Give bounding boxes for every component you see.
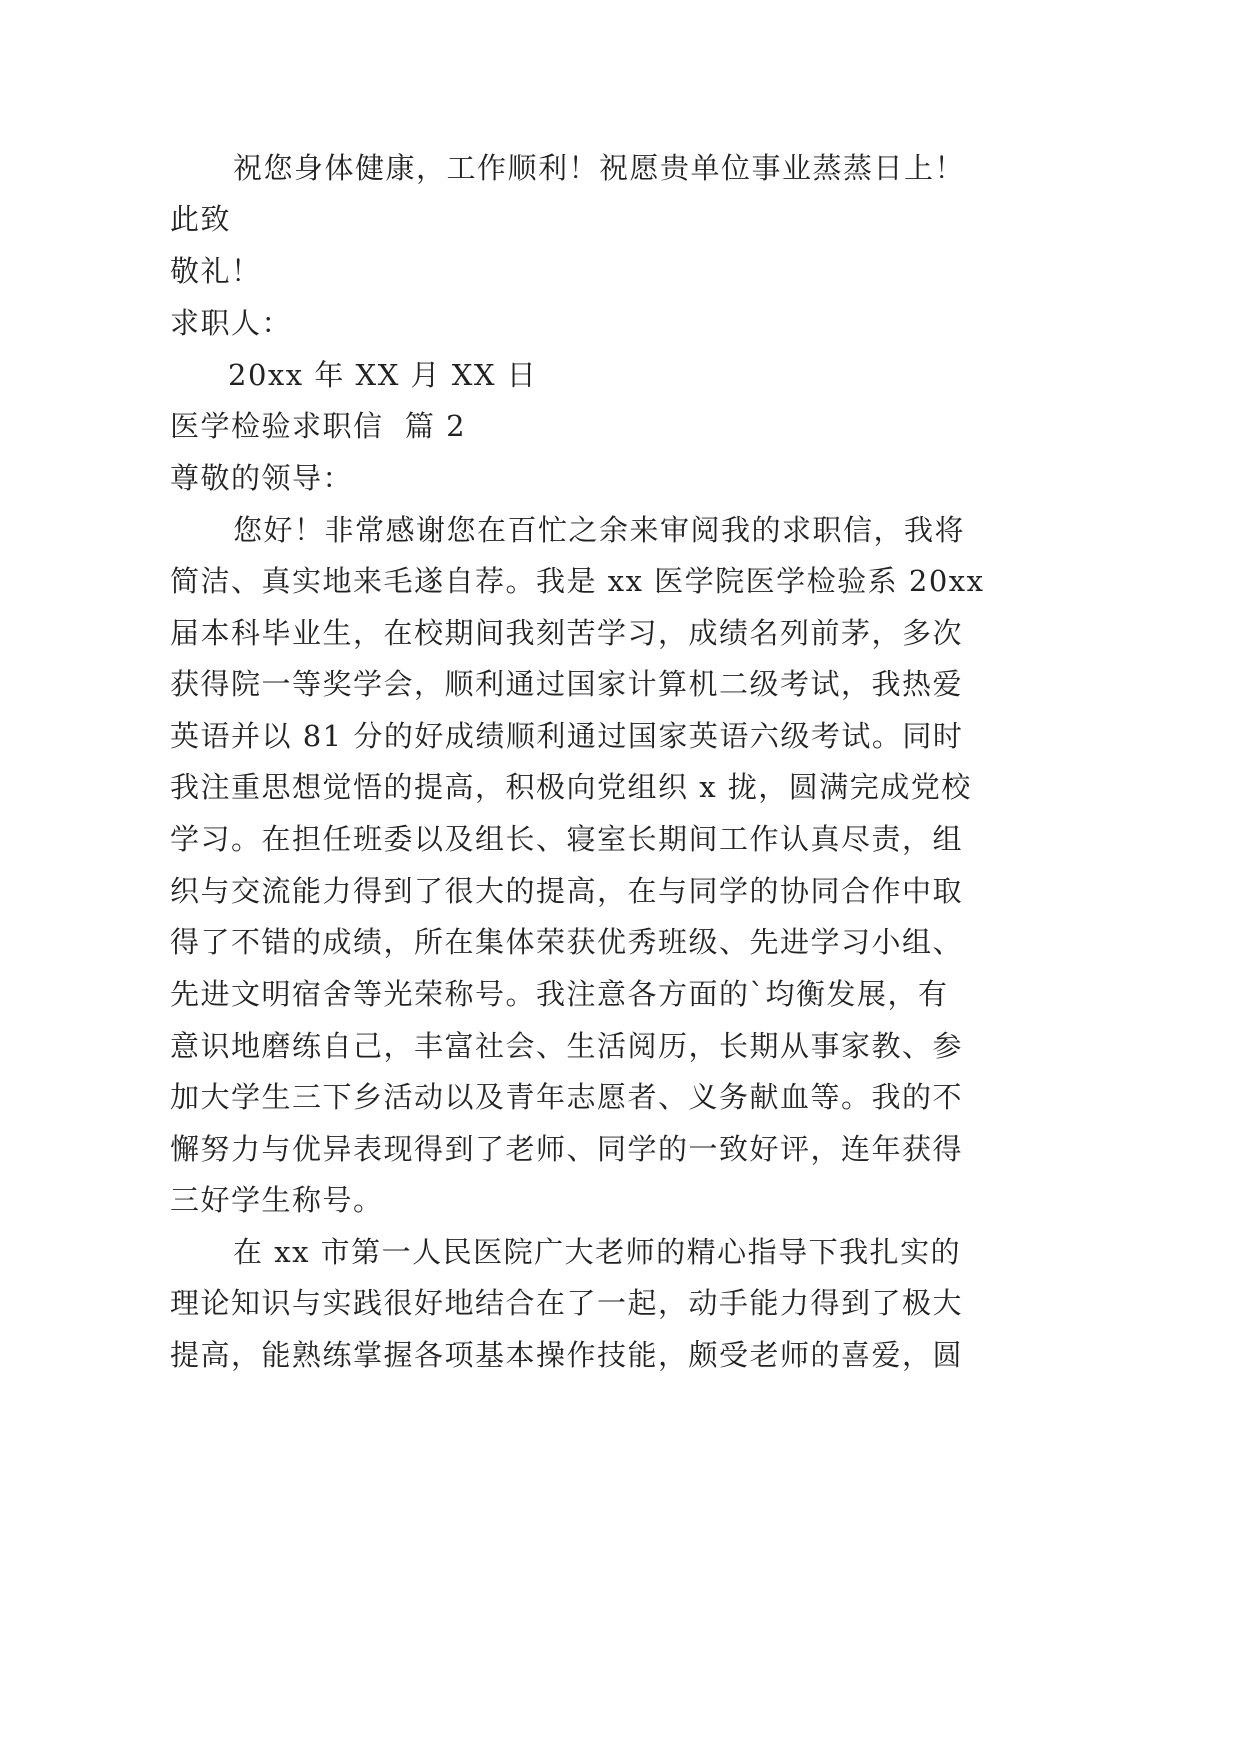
closing-regards-line-1: 此致 [170,202,232,236]
paragraph-1-line: 学习。在担任班委以及组长、寝室长期间工作认真尽责，组 [170,822,964,856]
paragraph-1-line: 届本科毕业生，在校期间我刻苦学习，成绩名列前茅，多次 [170,616,964,650]
paragraph-1-line: 意识地磨练自己，丰富社会、生活阅历，长期从事家教、参 [170,1029,964,1063]
paragraph-1-line: 懈努力与优异表现得到了老师、同学的一致好评，连年获得 [170,1132,964,1166]
paragraph-1-line: 英语并以 81 分的好成绩顺利通过国家英语六级考试。同时 [170,719,964,753]
letter-date: 20xx 年 XX 月 XX 日 [228,358,538,392]
paragraph-2-line: 理论知识与实践很好地结合在了一起，动手能力得到了极大 [170,1286,964,1320]
salutation: 尊敬的领导： [170,461,354,495]
paragraph-2-line: 在 xx 市第一人民医院广大老师的精心指导下我扎实的 [233,1235,962,1269]
paragraph-1-line: 三好学生称号。 [170,1183,384,1217]
paragraph-1-line: 先进文明宿舍等光荣称号。我注意各方面的`均衡发展，有 [170,977,949,1011]
paragraph-1-line: 您好！非常感谢您在百忙之余来审阅我的求职信，我将 [233,513,966,547]
section-title: 医学检验求职信 篇 2 [170,409,467,443]
paragraph-1-line: 加大学生三下乡活动以及青年志愿者、义务献血等。我的不 [170,1080,964,1114]
paragraph-1-line: 我注重思想觉悟的提高，积极向党组织 x 拢，圆满完成党校 [170,770,972,804]
closing-wish: 祝您身体健康，工作顺利！祝愿贵单位事业蒸蒸日上！ [233,151,966,185]
paragraph-1-line: 得了不错的成绩，所在集体荣获优秀班级、先进学习小组、 [170,925,964,959]
applicant-label: 求职人： [170,306,293,340]
paragraph-1-line: 织与交流能力得到了很大的提高，在与同学的协同合作中取 [170,874,964,908]
paragraph-2-line: 提高，能熟练掌握各项基本操作技能，颇受老师的喜爱，圆 [170,1338,964,1372]
closing-regards-line-2: 敬礼！ [170,254,262,288]
paragraph-1-line: 简洁、真实地来毛遂自荐。我是 xx 医学院医学检验系 20xx [170,564,985,598]
paragraph-1-line: 获得院一等奖学会，顺利通过国家计算机二级考试，我热爱 [170,667,964,701]
